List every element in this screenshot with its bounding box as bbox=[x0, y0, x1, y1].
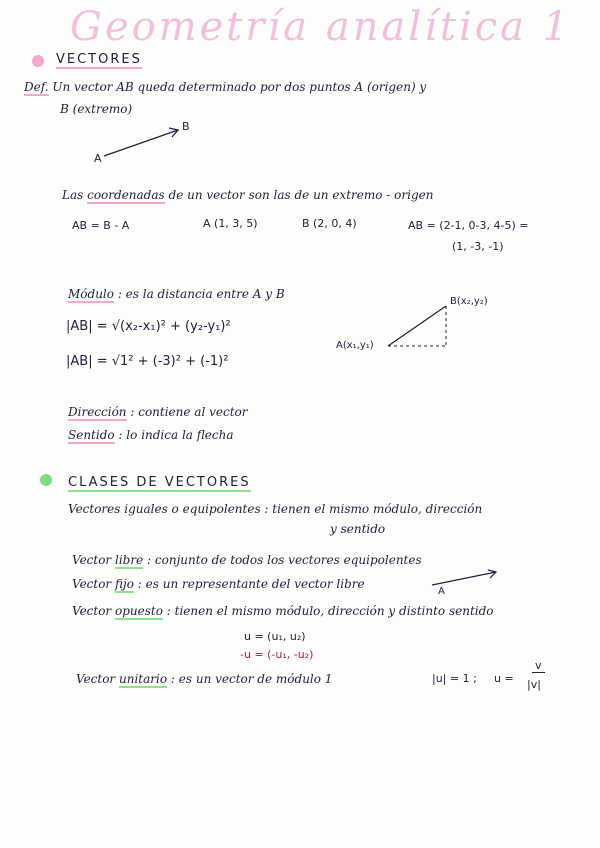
opuesto-pre: Vector bbox=[72, 604, 112, 618]
section-heading-vectores: VECTORES bbox=[56, 52, 142, 67]
opuesto-text: : tienen el mismo módulo, dirección y distinto sentido bbox=[166, 604, 494, 618]
fijo-arrow-label-a: A bbox=[438, 586, 445, 597]
section-bullet-green bbox=[40, 474, 52, 486]
direccion-label: Dirección bbox=[68, 405, 127, 419]
definition-line-1 bbox=[24, 80, 426, 94]
section-heading-clases: CLASES DE VECTORES bbox=[68, 475, 251, 490]
opuesto-line bbox=[72, 604, 494, 618]
modulo-formula-2: |AB| = √1² + (-3)² + (-1)² bbox=[66, 354, 229, 369]
coord-word: coordenadas bbox=[87, 188, 165, 202]
sentido-text: : lo indica la flecha bbox=[118, 428, 234, 442]
modulo-text: : es la distancia entre A y B bbox=[117, 287, 285, 301]
section-bullet-pink bbox=[32, 55, 44, 67]
equipolentes-line-2: y sentido bbox=[330, 522, 386, 536]
figure-label-b: B bbox=[182, 120, 190, 133]
direccion-line bbox=[68, 405, 248, 419]
modulo-formula-1: |AB| = √(x₂-x₁)² + (y₂-y₁)² bbox=[66, 319, 231, 334]
unitario-word: unitario bbox=[119, 672, 168, 686]
coordinates-line bbox=[62, 188, 433, 202]
def-text-1: Un vector AB queda determinado por dos puntos A (origen) y bbox=[52, 80, 427, 94]
triangle-label-b: B(x₂,y₂) bbox=[450, 296, 488, 307]
opuesto-word: opuesto bbox=[115, 604, 163, 618]
modulo-definition bbox=[68, 287, 285, 301]
equipolentes-line-1: Vectores iguales o equipolentes : tienen el mismo módulo, dirección bbox=[68, 502, 483, 516]
unitario-text: : es un vector de módulo 1 bbox=[170, 672, 333, 686]
libre-word: libre bbox=[115, 553, 144, 567]
def-label: Def. bbox=[24, 80, 49, 94]
unitario-fraction-num: v bbox=[532, 659, 545, 673]
ab-result: (1, -3, -1) bbox=[452, 240, 504, 253]
fijo-line bbox=[72, 577, 365, 591]
point-b: B (2, 0, 4) bbox=[302, 217, 357, 230]
direccion-text: : contiene al vector bbox=[130, 405, 248, 419]
unitario-line bbox=[76, 672, 332, 686]
sentido-line bbox=[68, 428, 233, 442]
unitario-formula-1: |u| = 1 ; bbox=[432, 672, 477, 685]
fijo-pre: Vector bbox=[72, 577, 112, 591]
equation-ab: AB = B - A bbox=[72, 219, 130, 232]
page-title: Geometría analítica 1 bbox=[70, 4, 572, 50]
point-a: A (1, 3, 5) bbox=[203, 217, 258, 230]
opuesto-u: u = (u₁, u₂) bbox=[244, 630, 306, 643]
figure-label-a: A bbox=[94, 152, 102, 165]
sentido-label: Sentido bbox=[68, 428, 115, 442]
fijo-word: fijo bbox=[115, 577, 134, 591]
libre-text: : conjunto de todos los vectores equipolentes bbox=[147, 553, 422, 567]
unitario-fraction-den: |v| bbox=[527, 678, 541, 691]
fijo-text: : es un representante del vector libre bbox=[137, 577, 365, 591]
triangle-label-a: A(x₁,y₁) bbox=[336, 340, 374, 351]
unitario-pre: Vector bbox=[76, 672, 116, 686]
ab-calculation: AB = (2-1, 0-3, 4-5) = bbox=[408, 219, 529, 232]
coord-post: de un vector son las de un extremo - origen bbox=[168, 188, 434, 202]
definition-line-2: B (extremo) bbox=[60, 102, 133, 116]
libre-pre: Vector bbox=[72, 553, 112, 567]
modulo-label: Módulo bbox=[68, 287, 114, 301]
coord-pre: Las bbox=[62, 188, 84, 202]
unitario-formula-2: u = bbox=[494, 672, 514, 685]
libre-line bbox=[72, 553, 422, 567]
opuesto-neg-u: -u = (-u₁, -u₂) bbox=[240, 648, 314, 661]
